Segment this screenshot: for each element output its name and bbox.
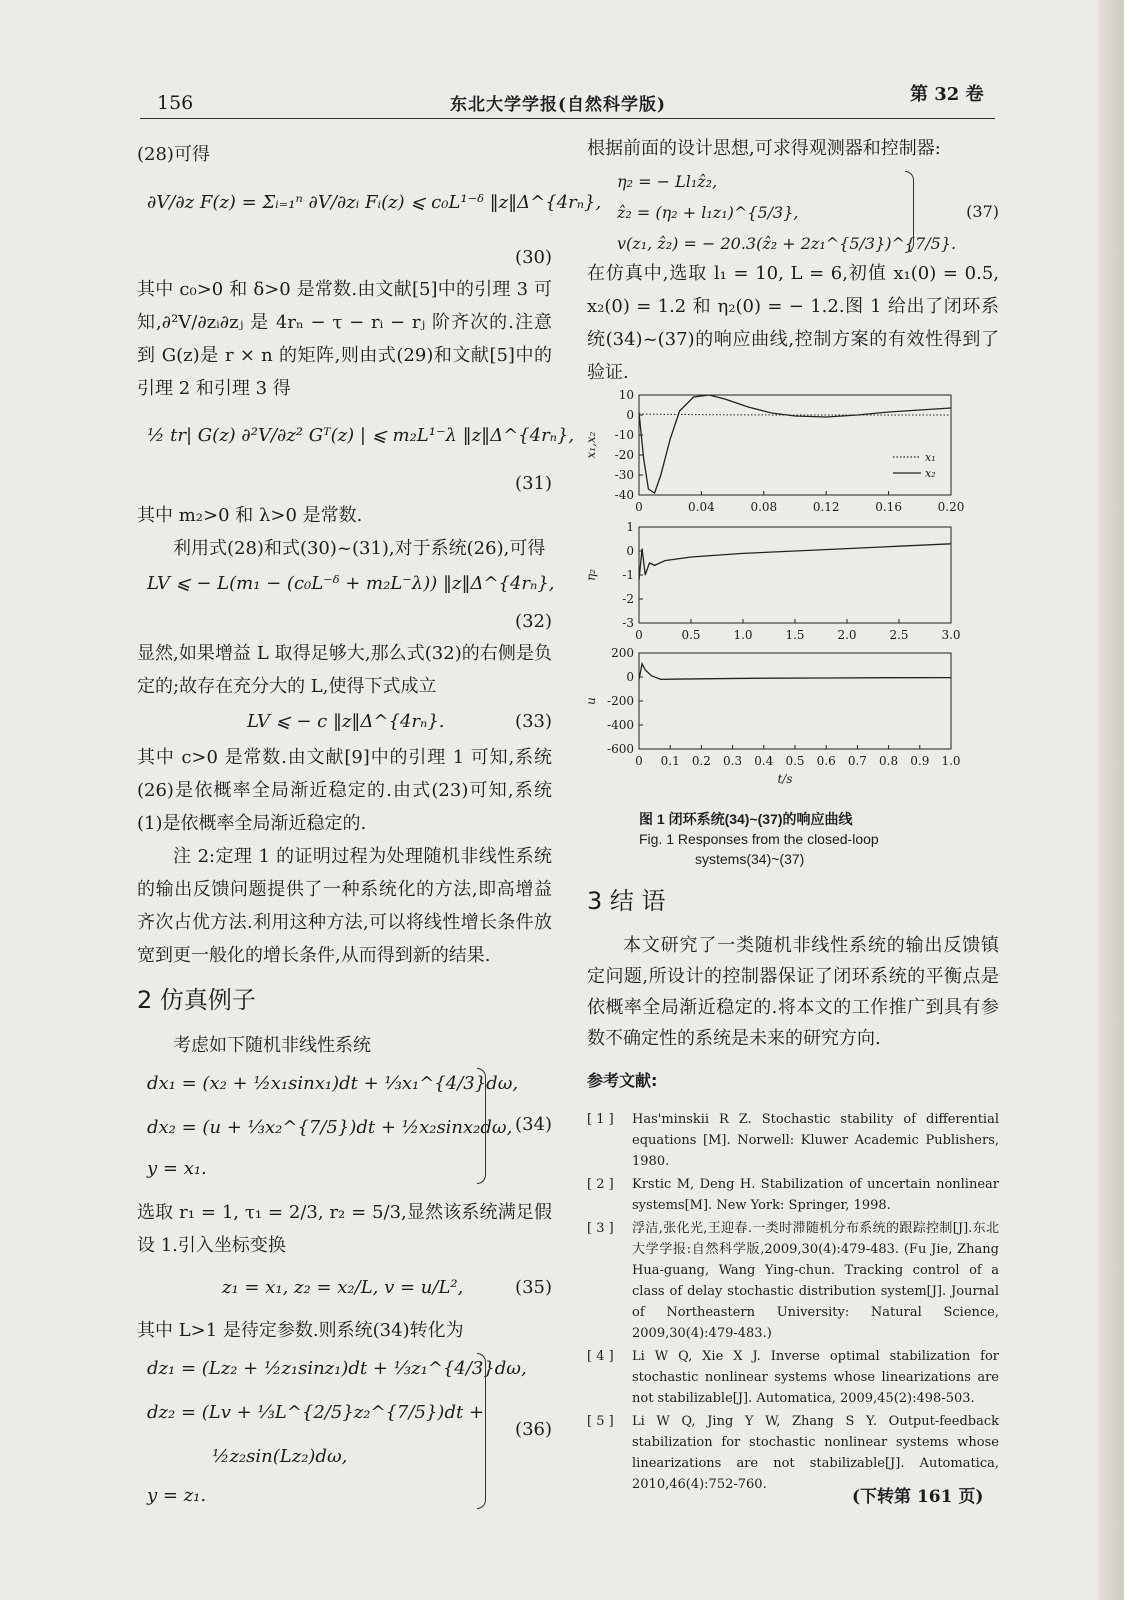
y-tick-label: 200 bbox=[611, 646, 634, 660]
equation-30 bbox=[137, 173, 602, 239]
equation-number: (35) bbox=[515, 1277, 552, 1298]
reference-number: [ 4 ] bbox=[587, 1349, 614, 1364]
x-tick-label: 1.5 bbox=[785, 628, 805, 642]
x-tick-label: 0 bbox=[635, 754, 643, 768]
paragraph: 利用式(28)和式(30)~(31),对于系统(26),可得 bbox=[173, 538, 546, 559]
paragraph: 显然,如果增益 L 取得足够大,那么式(32)的右侧是负定的;故存在充分大的 L,使得下式成立 bbox=[137, 643, 552, 697]
x-tick-label: 0 bbox=[635, 628, 643, 642]
series-line-u bbox=[639, 664, 951, 680]
y-axis-label: η₂ bbox=[584, 569, 598, 581]
y-tick-label: 10 bbox=[618, 388, 634, 402]
x-tick-label: 0.16 bbox=[875, 500, 902, 514]
equation-text: η₂ = − Ll₁ẑ₂, bbox=[617, 172, 718, 191]
equation-text: z₁ = x₁, z₂ = x₂/L, v = u/L², bbox=[222, 1277, 464, 1298]
continued-note: (下转第 161 页) bbox=[852, 1487, 984, 1507]
paragraph: 考虑如下随机非线性系统 bbox=[173, 1035, 371, 1056]
reference-number: [ 5 ] bbox=[587, 1414, 614, 1429]
reference-text: Li W Q, Xie X J. Inverse optimal stabilization for stochastic nonlinear systems whose linearizations are not stabilizable[J]. Automatica, 2009,45(2):498-503. bbox=[632, 1349, 999, 1406]
reference-text: Li W Q, Jing Y W, Zhang S Y. Output-feedback stabilization for stochastic nonlinear systems whose linearizations are not stabilizable[J]. Automatica, 2010,46(4):752-760. bbox=[632, 1414, 999, 1492]
right-brace bbox=[477, 1068, 486, 1184]
volume-label: 第 32 卷 bbox=[910, 84, 984, 105]
figure-caption-en: Fig. 1 Responses from the closed-loop bbox=[639, 831, 879, 847]
paragraph: 本文研究了一类随机非线性系统的输出反馈镇定问题,所设计的控制器保证了闭环系统的平衡点是依概率全局渐近稳定的.将本文的工作推广到具有参数不确定性的系统是未来的研究方向. bbox=[587, 935, 999, 1049]
series-line-x₂ bbox=[639, 395, 951, 493]
x-tick-label: 0.1 bbox=[660, 754, 680, 768]
x-tick-label: 2.5 bbox=[889, 628, 909, 642]
equation-text: ½ tr| G(z) ∂²V/∂z² Gᵀ(z) | ⩽ m₂L¹⁻λ ‖z‖Δ^{4rₙ}, bbox=[147, 425, 575, 446]
equation-number-row bbox=[137, 467, 552, 497]
reference-item bbox=[587, 1218, 999, 1344]
reference-item bbox=[587, 1346, 999, 1409]
equation-32 bbox=[137, 567, 555, 603]
reference-number: [ 1 ] bbox=[587, 1112, 614, 1127]
paragraph: 在仿真中,选取 l₁ = 10, L = 6,初值 x₁(0) = 0.5, x₂(0) = 1.2 和 η₂(0) = − 1.2.图 1 给出了闭环系统(34)~(37)的响应曲线,控制方案的有效性得到了验证. bbox=[587, 263, 999, 383]
x-tick-label: 3.0 bbox=[941, 628, 961, 642]
series-line-x₁ bbox=[639, 414, 951, 415]
paragraph: 其中 L>1 是待定参数.则系统(34)转化为 bbox=[137, 1320, 464, 1341]
paragraph: 选取 r₁ = 1, τ₁ = 2/3, r₂ = 5/3,显然该系统满足假设 1.引入坐标变换 bbox=[137, 1202, 552, 1256]
equation-number-row bbox=[137, 241, 552, 271]
references-list bbox=[587, 1109, 999, 1495]
x-tick-label: 0.8 bbox=[879, 754, 899, 768]
equation-number: (33) bbox=[515, 711, 552, 732]
x-tick-label: 0.7 bbox=[847, 754, 867, 768]
figure-caption-en-2: systems(34)~(37) bbox=[695, 851, 805, 867]
equation-34-block bbox=[137, 1064, 552, 1188]
right-brace bbox=[905, 171, 914, 253]
references-heading: 参考文献: bbox=[587, 1071, 658, 1090]
right-brace bbox=[477, 1353, 486, 1509]
y-tick-label: 1 bbox=[626, 520, 634, 534]
equation-number: (32) bbox=[515, 611, 552, 632]
equation-text: LV ⩽ − c ‖z‖Δ^{4rₙ}. bbox=[247, 711, 445, 732]
y-tick-label: -10 bbox=[614, 428, 634, 442]
page-edge bbox=[1098, 0, 1124, 1600]
equation-37-block bbox=[587, 167, 999, 257]
journal-title: 东北大学学报(自然科学版) bbox=[450, 95, 667, 115]
equation-35 bbox=[137, 1264, 552, 1312]
page-number: 156 bbox=[157, 92, 194, 114]
equation-text: dz₁ = (Lz₂ + ½z₁sinz₁)dt + ⅓z₁^{4/3}dω, bbox=[147, 1358, 527, 1379]
x-tick-label: 0.12 bbox=[812, 500, 840, 514]
x-tick-label: 0.2 bbox=[691, 754, 711, 768]
y-tick-label: -600 bbox=[607, 742, 634, 756]
y-tick-label: -3 bbox=[622, 616, 634, 630]
equation-text: dx₂ = (u + ⅓x₂^{7/5})dt + ½x₂sinx₂dω, bbox=[147, 1117, 513, 1138]
paragraph: (28)可得 bbox=[137, 144, 210, 165]
equation-33 bbox=[137, 705, 552, 739]
y-tick-label: -1 bbox=[622, 568, 634, 582]
header-rule bbox=[140, 118, 995, 119]
plot-eta2 bbox=[584, 520, 961, 642]
reference-text: Has'minskii R Z. Stochastic stability of differential equations [M]. Norwell: Kluwer Academic Publishers, 1980. bbox=[632, 1112, 999, 1169]
reference-item bbox=[587, 1109, 999, 1172]
plot-u bbox=[584, 646, 961, 786]
x-tick-label: 0.08 bbox=[750, 500, 778, 514]
x-tick-label: 0.9 bbox=[910, 754, 930, 768]
paragraph: 其中 m₂>0 和 λ>0 是常数. bbox=[137, 505, 363, 526]
reference-text: Krstic M, Deng H. Stabilization of uncertain nonlinear systems[M]. New York: Springer, 1998. bbox=[632, 1177, 999, 1213]
y-tick-label: 0 bbox=[626, 408, 634, 422]
reference-number: [ 2 ] bbox=[587, 1177, 614, 1192]
paragraph: 根据前面的设计思想,可求得观测器和控制器: bbox=[587, 138, 941, 159]
y-axis-label: u bbox=[584, 697, 598, 705]
x-tick-label: 0.04 bbox=[688, 500, 715, 514]
equation-number: (34) bbox=[515, 1114, 552, 1135]
plot-frame bbox=[639, 395, 951, 495]
reference-number: [ 3 ] bbox=[587, 1221, 614, 1236]
x-tick-label: 1.0 bbox=[941, 754, 961, 768]
y-tick-label: -200 bbox=[607, 694, 634, 708]
equation-number: (36) bbox=[515, 1419, 552, 1440]
figure-1 bbox=[584, 388, 999, 803]
y-tick-label: 0 bbox=[626, 544, 634, 558]
x-tick-label: 0.20 bbox=[937, 500, 965, 514]
section-2-heading: 2 仿真例子 bbox=[137, 986, 256, 1014]
y-tick-label: -20 bbox=[614, 448, 634, 462]
paragraph: 其中 c>0 是常数.由文献[9]中的引理 1 可知,系统(26)是依概率全局渐近稳定的.由式(23)可知,系统(1)是依概率全局渐近稳定的. bbox=[137, 747, 552, 834]
right-column bbox=[584, 132, 999, 1497]
equation-text: y = x₁. bbox=[147, 1158, 207, 1179]
paragraph: 注 2:定理 1 的证明过程为处理随机非线性系统的输出反馈问题提供了一种系统化的方法,即高增益齐次占优方法.利用这种方法,可以将线性增长条件放宽到更一般化的增长条件,从而得到新的结果. bbox=[137, 846, 552, 966]
x-tick-label: 0.5 bbox=[785, 754, 805, 768]
equation-text: ∂V/∂z F(z) = Σᵢ₌₁ⁿ ∂V/∂zᵢ Fᵢ(z) ⩽ c₀L¹⁻ᵟ ‖z‖Δ^{4rₙ}, bbox=[147, 192, 602, 213]
plot-frame bbox=[639, 527, 951, 623]
x-tick-label: 0 bbox=[635, 500, 643, 514]
x-tick-label: 0.3 bbox=[723, 754, 743, 768]
y-tick-label: 0 bbox=[626, 670, 634, 684]
y-tick-label: -30 bbox=[614, 468, 634, 482]
equation-number: (31) bbox=[515, 473, 552, 494]
reference-item bbox=[587, 1174, 999, 1216]
equation-text: dx₁ = (x₂ + ½x₁sinx₁)dt + ⅓x₁^{4/3}dω, bbox=[147, 1073, 519, 1094]
y-tick-label: -400 bbox=[607, 718, 634, 732]
x-tick-label: 0.4 bbox=[754, 754, 774, 768]
x-tick-label: 2.0 bbox=[837, 628, 857, 642]
equation-36-block bbox=[137, 1349, 552, 1513]
legend-label: x₂ bbox=[925, 467, 936, 480]
equation-number: (30) bbox=[515, 247, 552, 268]
y-axis-label: x₁,x₂ bbox=[584, 431, 598, 459]
equation-31 bbox=[137, 407, 575, 465]
series-line-η₂ bbox=[639, 544, 951, 580]
y-tick-label: -40 bbox=[614, 488, 634, 502]
figure-caption-cn: 图 1 闭环系统(34)~(37)的响应曲线 bbox=[639, 811, 853, 827]
x-axis-label: t/s bbox=[777, 772, 793, 786]
equation-text: dz₂ = (Lv + ⅓L^{2/5}z₂^{7/5})dt + bbox=[147, 1402, 485, 1423]
equation-text: LV ⩽ − L(m₁ − (c₀L⁻ᵟ + m₂L⁻λ)) ‖z‖Δ^{4rₙ}, bbox=[147, 573, 555, 594]
plot-x1-x2 bbox=[584, 388, 964, 514]
equation-text: ẑ₂ = (η₂ + l₁z₁)^{5/3}, bbox=[617, 203, 799, 222]
section-3-heading: 3 结 语 bbox=[587, 887, 666, 915]
legend-label: x₁ bbox=[925, 451, 936, 464]
equation-number: (37) bbox=[966, 202, 999, 221]
equation-text: v(z₁, ẑ₂) = − 20.3(ẑ₂ + 2z₁^{5/3})^{7/5}. bbox=[617, 234, 957, 253]
plot-frame bbox=[639, 653, 951, 749]
equation-number-row bbox=[137, 605, 552, 635]
y-tick-label: -2 bbox=[622, 592, 634, 606]
x-tick-label: 0.5 bbox=[681, 628, 701, 642]
x-tick-label: 0.6 bbox=[816, 754, 836, 768]
reference-text: 浮洁,张化光,王迎春.一类时滞随机分布系统的跟踪控制[J].东北大学学报:自然科学版,2009,30(4):479-483. (Fu Jie, Zhang Hua-guang, Wang Ying-chun. Tracking control of a class of delay stochastic distribution system[J]. Journal of Northeastern University: Natural Science, 2009,30(4):479-483.) bbox=[632, 1221, 999, 1341]
paragraph: 其中 c₀>0 和 δ>0 是常数.由文献[5]中的引理 3 可知,∂²V/∂zᵢ∂zⱼ 是 4rₙ − τ − rᵢ − rⱼ 阶齐次的.注意到 G(z)是 r × n 的矩阵,则由式(29)和文献[5]中的引理 2 和引理 3 得 bbox=[137, 279, 552, 399]
x-tick-label: 1.0 bbox=[733, 628, 753, 642]
equation-text: y = z₁. bbox=[147, 1485, 207, 1506]
equation-text: ½z₂sin(Lz₂)dω, bbox=[212, 1446, 348, 1467]
